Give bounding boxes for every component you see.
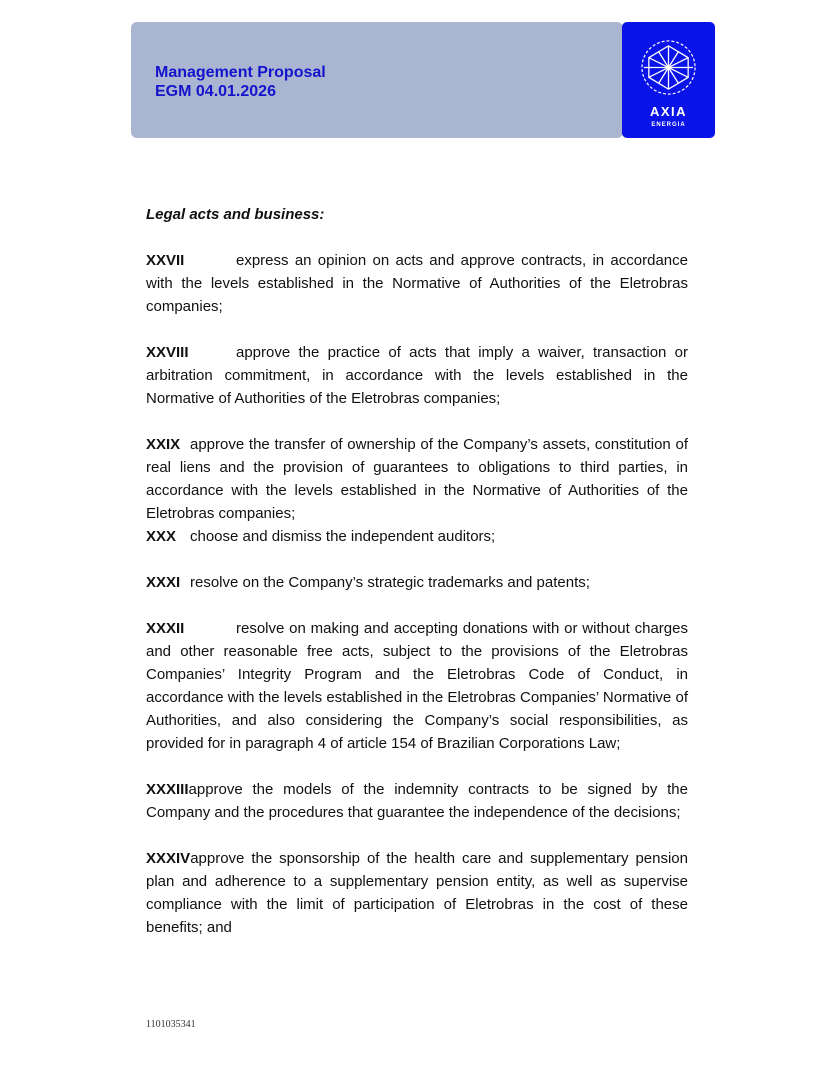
item-label: XXVIII — [146, 344, 189, 361]
item-label: XXX — [146, 528, 177, 545]
item-xxxii — [146, 617, 688, 755]
item-label: XXIX — [146, 436, 181, 453]
section-heading: Legal acts and business: — [146, 206, 325, 223]
item-text: approve the sponsorship of the health care and supplementary pension plan and adherence to a supplementary pension entity, as well as supervise compliance with the limit of participation of Eletrobras in the cost of these benefits; and — [146, 850, 688, 936]
logo-name: AXIA — [649, 104, 688, 119]
item-text: express an opinion on acts and approve contracts, in accordance with the levels established in the Normative of Authorities of the Eletrobras companies; — [146, 252, 688, 315]
item-label: XXVII — [146, 252, 185, 269]
item-label: XXXI — [146, 574, 181, 591]
title-line-1: Management Proposal — [155, 64, 326, 81]
item-text: approve the models of the indemnity contracts to be signed by the Company and the procedures that guarantee the independence of the decisions; — [146, 781, 688, 821]
item-label: XXXII — [146, 620, 185, 637]
item-text: resolve on the Company’s strategic trademarks and patents; — [190, 574, 590, 591]
item-xxix — [146, 433, 688, 525]
item-text: resolve on making and accepting donations with or without charges and other reasonable free acts, subject to the provisions of the Eletrobras Companies’ Integrity Program and the Eletrobras Code of Conduct, in accordance with the levels established in the Eletrobras Companies’ Normative of Authorities, and also considering the Company’s social responsibilities, as provided for in paragraph 4 of article 154 of Brazilian Corporations Law; — [146, 620, 688, 752]
item-xxvii — [146, 249, 688, 318]
logo-subtitle: ENERGIA — [651, 122, 686, 128]
item-xxx — [146, 525, 688, 548]
item-xxviii — [146, 341, 688, 410]
item-text: approve the practice of acts that imply a waiver, transaction or arbitration commitment, in accordance with the levels established in the Normative of Authorities of the Eletrobras companies; — [146, 344, 688, 407]
title-line-2: EGM 04.01.2026 — [155, 83, 276, 100]
document-title — [155, 63, 326, 101]
item-xxxiv — [146, 847, 688, 939]
header-banner — [131, 22, 623, 138]
item-text: approve the transfer of ownership of the Company’s assets, constitution of real liens and the provision of guarantees to obligations to third parties, in accordance with the levels established in the Normative of Authorities of the Eletrobras companies; — [146, 436, 688, 522]
item-label: XXXIV — [146, 850, 191, 867]
axia-logo — [622, 22, 715, 138]
item-text: choose and dismiss the independent auditors; — [190, 528, 496, 545]
footer-document-code: 1101035341 — [146, 1019, 196, 1030]
item-xxxiii — [146, 778, 688, 824]
item-label: XXXIII — [146, 781, 189, 798]
item-xxxi — [146, 571, 688, 594]
globe-icon — [639, 38, 698, 97]
document-body — [146, 203, 688, 962]
